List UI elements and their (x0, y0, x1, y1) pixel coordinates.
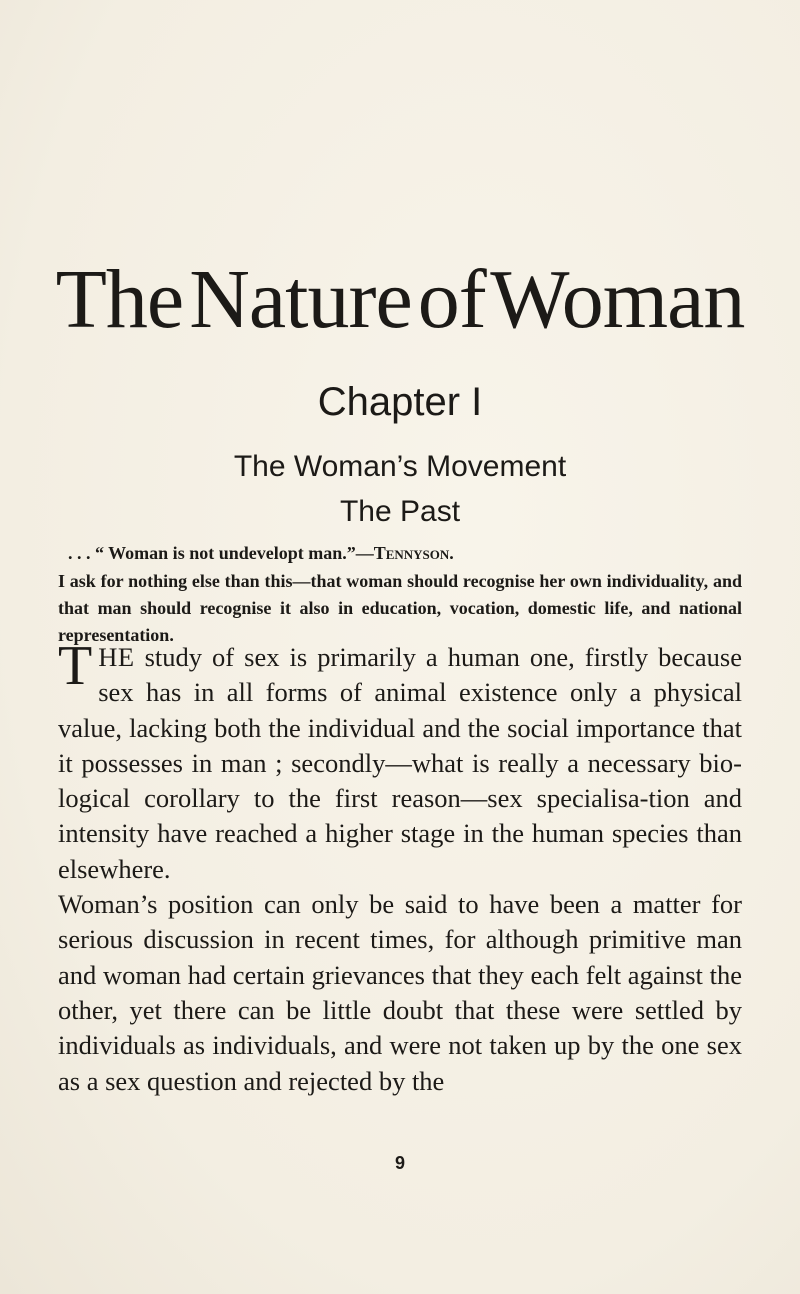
page-number: 9 (394, 1153, 405, 1173)
body-text (58, 635, 742, 1099)
epigraph-quote (68, 538, 742, 568)
paragraph-text: study of sex is primarily a human one, firstly because sex has in all forms of animal existence only a physical value, lacking both the individual and the social importance that it possesses in man ; secondly—what is really a necessary bio-logical corollary to the first reason—sex specialisa-tion and intensity have reached a higher stage in the human species than elsewhere. (58, 642, 742, 884)
section-heading: The Woman’s Movement (233, 450, 567, 483)
epigraphs (58, 538, 742, 649)
epigraph-attribution: Tennyson. (373, 543, 454, 563)
chapter-heading: Chapter I (317, 380, 483, 424)
subsection-heading: The Past (339, 495, 461, 528)
opening-caps: HE (98, 642, 135, 672)
drop-cap: T (58, 635, 93, 697)
paragraph (58, 635, 742, 887)
book-title: The Nature of Woman (55, 253, 745, 346)
paragraph: Woman’s position can only be said to have been a matter for serious discussion in recent times, for although primitive man and woman had certain grievances that they each felt against the other, yet there can be little doubt that these were settled by individuals as individuals, and were not taken up by the one sex as a sex question and rejected by the (58, 889, 742, 1096)
epigraph-statement: I ask for nothing else than this—that woman should recognise her own individuality, and that man should recognise it also in education, vocation, domestic life, and national representation. (58, 571, 742, 645)
epigraph-quote-text: . . . “ Woman is not undevelopt man.”— (68, 543, 374, 563)
